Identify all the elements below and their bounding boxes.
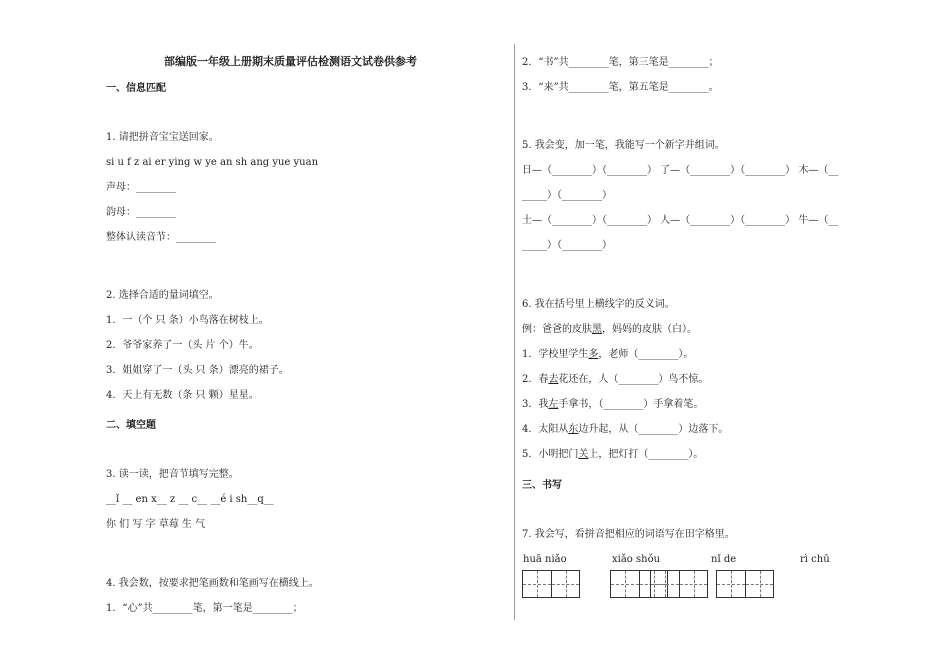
column-divider: [514, 44, 515, 620]
question-7-pinyin: nǐ de: [711, 554, 737, 565]
question-7-prompt: 7. 我会写，看拼音把相应的词语写在田字格里。: [522, 529, 735, 540]
question-6-item: 1．学校里学生多，老师（________）。: [522, 349, 694, 360]
question-4-item: 1．“心”共________笔，第一笔是________；: [106, 603, 303, 614]
question-2-item: 3．姐姐穿了一（头 只 条）漂亮的裙子。: [106, 365, 289, 376]
question-6-prompt: 6. 我在括号里上横线字的反义词。: [522, 299, 675, 310]
section-heading-info-matching: 一、信息匹配: [106, 83, 166, 94]
question-7-pinyin: rì chū: [800, 554, 830, 565]
question-6-example: 例：爸爸的皮肤黑，妈妈的皮肤（白）。: [522, 324, 697, 335]
question-3-chars: 你 们 写 字 草莓 生 气: [106, 519, 206, 530]
question-5-row-continued: _____）（________）: [522, 190, 612, 201]
question-5-row: 日—（________）（________） 了—（________）（________） 木—（__: [522, 165, 839, 176]
section-heading-writing: 三、书写: [522, 480, 562, 491]
question-5-prompt: 5. 我会变，加一笔，我能写一个新字并组词。: [522, 140, 725, 151]
question-2-item: 1．一（个 只 条）小鸟落在树枝上。: [106, 315, 269, 326]
question-5-row-continued: _____）（________）: [522, 240, 612, 251]
question-3-syllables: __ǐ __ en x__ z __ c__ __é i sh__q__: [106, 494, 274, 505]
question-7-pinyin: huā niǎo: [523, 554, 567, 565]
question-7-pinyin: xiǎo shǒu: [612, 554, 661, 565]
tianzige-grid[interactable]: [650, 570, 708, 598]
question-1-shengmu: 声母：________: [106, 182, 176, 193]
question-1-yunmu: 韵母：________: [106, 207, 176, 218]
question-1-zhengti: 整体认读音节：________: [106, 232, 216, 243]
tianzige-grid[interactable]: [522, 570, 580, 598]
question-5-row: 土—（________）（________） 人—（________）（________） 牛—（__: [522, 215, 839, 226]
question-1-pinyin: si u f z ai er ying w ye an sh ang yue yuan: [106, 157, 319, 168]
section-heading-fill-blanks: 二、填空题: [106, 420, 156, 431]
question-1-prompt: 1. 请把拼音宝宝送回家。: [106, 132, 219, 143]
question-2-item: 2．爷爷家养了一（头 片 个）牛。: [106, 340, 259, 351]
question-3-prompt: 3. 读一读，把音节填写完整。: [106, 469, 239, 480]
question-4-item: 3．“来”共________笔，第五笔是________。: [522, 82, 719, 93]
question-6-item: 4．太阳从东边升起，从（________）边落下。: [522, 424, 729, 435]
question-6-item: 5．小明把门关上，把灯打（________）。: [522, 449, 704, 460]
question-4-prompt: 4. 我会数，按要求把笔画数和笔画写在横线上。: [106, 578, 319, 589]
tianzige-grid[interactable]: [716, 570, 774, 598]
page-title: 部编版一年级上册期末质量评估检测语文试卷供参考: [164, 55, 417, 68]
question-6-item: 3．我左手拿书，（________）手拿着笔。: [522, 399, 704, 410]
question-6-item: 2．春去花还在，人（________）鸟不惊。: [522, 374, 709, 385]
question-4-item: 2．“书”共________笔，第三笔是________；: [522, 57, 719, 68]
question-2-item: 4．天上有无数（条 只 颗）星星。: [106, 390, 259, 401]
question-2-prompt: 2. 选择合适的量词填空。: [106, 290, 219, 301]
